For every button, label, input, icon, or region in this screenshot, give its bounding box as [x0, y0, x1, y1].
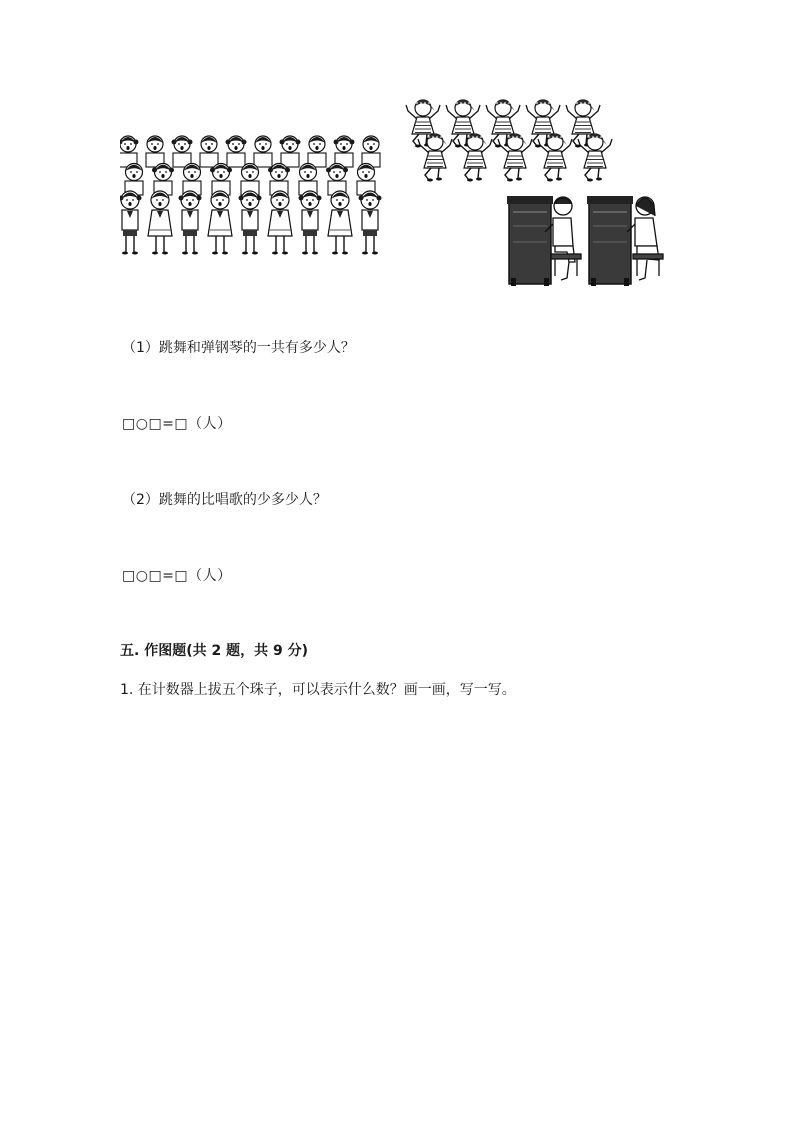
question-2-prompt: （2）跳舞的比唱歌的少多少人？ [122, 492, 327, 508]
choir-child [120, 136, 139, 167]
choir-illustration [120, 132, 395, 257]
section-heading: 五. 作图题(共 2 题，共 9 分) [120, 643, 308, 659]
dancing-child [578, 134, 612, 182]
choir-child [357, 164, 375, 196]
dancing-children-icon [405, 96, 640, 188]
choir-child [179, 191, 202, 255]
dancing-child [538, 134, 572, 182]
choir-child [200, 136, 218, 167]
choir-child [208, 191, 232, 255]
dancers-illustration [405, 96, 640, 188]
dancing-child [418, 134, 452, 182]
choir-child [146, 136, 164, 167]
choir-child [254, 136, 272, 167]
choir-child [299, 164, 317, 196]
girl-pianist [627, 197, 663, 280]
choir-child [334, 136, 355, 167]
choir-child [280, 136, 301, 167]
choir-child [326, 164, 348, 196]
choir-child [328, 191, 352, 255]
piano-right [587, 196, 633, 286]
choir-child [148, 191, 172, 255]
drawing-question-1: 1. 在计数器上拔五个珠子，可以表示什么数？画一画，写一写。 [120, 682, 516, 698]
choir-child [241, 164, 259, 196]
dancing-child [498, 134, 532, 182]
choir-child [183, 164, 201, 196]
piano-left [507, 196, 553, 286]
choir-child [172, 136, 193, 167]
choir-child [239, 191, 262, 255]
question-1-equation: □○□=□（人） [122, 416, 232, 432]
choir-child [210, 164, 232, 196]
choir-child [308, 136, 326, 167]
choir-child [125, 164, 143, 196]
pianists-illustration [505, 192, 665, 288]
dancing-child [458, 134, 492, 182]
choir-child [299, 191, 322, 255]
question-2-equation: □○□=□（人） [122, 568, 232, 584]
question-1-prompt: （1）跳舞和弹钢琴的一共有多少人？ [122, 340, 355, 356]
choir-child [152, 164, 174, 196]
choir-child [268, 191, 292, 255]
choir-child [120, 191, 142, 255]
choir-child [268, 164, 290, 196]
choir-child [359, 191, 382, 255]
choir-child [226, 136, 247, 167]
choir-children-icon [120, 132, 395, 257]
choir-child [362, 136, 380, 167]
piano-players-icon [505, 192, 665, 288]
